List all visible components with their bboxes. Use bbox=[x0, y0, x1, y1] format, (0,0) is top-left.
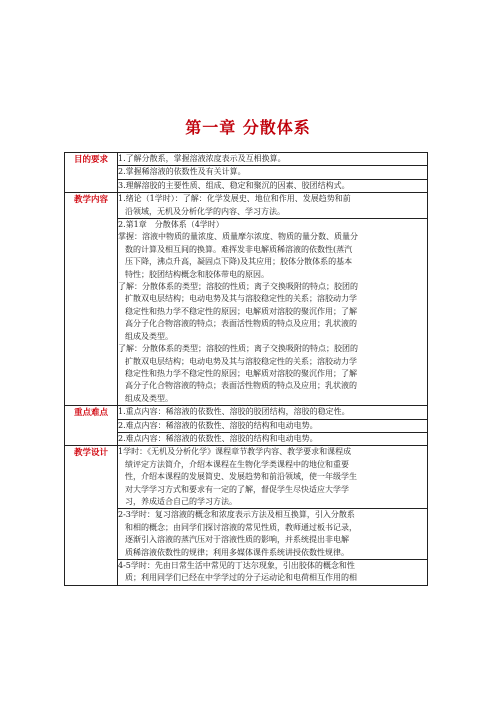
syllabus-table bbox=[64, 152, 428, 586]
content-line: 3.理解溶胶的主要性质、组成、稳定和聚沉的因素、胶团结构式。 bbox=[118, 180, 350, 190]
content-line: 了解：分散体系的类型；溶胶的性质；离子交换吸附的特点；胶团的 bbox=[118, 344, 358, 354]
row-content-key-points bbox=[118, 406, 428, 446]
content-line: 稳定性和热力学不稳定性的原因；电解质对溶胶的聚沉作用；了解 bbox=[125, 306, 357, 316]
content-line: 2.掌握稀溶液的依数性及有关计算。 bbox=[118, 167, 246, 177]
content-line: 压下降，沸点升高，凝固点下降)及其应用；胶体分散体系的基本 bbox=[125, 257, 353, 267]
content-line: 扩散双电层结构；电动电势及其与溶胶稳定性的关系；溶胶动力学 bbox=[125, 356, 357, 366]
row-content-objectives bbox=[118, 153, 428, 193]
row-label-objectives: 目的要求 bbox=[65, 153, 118, 193]
content-line: 和相的概念；由同学们探讨溶液的常见性质，教师通过板书记录， bbox=[125, 522, 357, 532]
table-row-key-points bbox=[65, 406, 428, 446]
content-line: 质；利用同学们已经在中学学过的分子运动论和电荷相互作用的相 bbox=[125, 573, 357, 583]
content-line: 高分子化合物溶液的特点；表面活性物质的特点及应用；乳状液的 bbox=[125, 319, 357, 329]
row-label-key-points: 重点难点 bbox=[65, 406, 118, 446]
content-line: 2.第1章 分散体系（4学时） bbox=[118, 220, 224, 230]
content-line: 稳定性和热力学不稳定性的原因；电解质对溶胶的聚沉作用；了解 bbox=[125, 368, 357, 378]
content-line: 4-5学时：先由日常生活中常见的丁达尔现象，引出胶体的概念和性 bbox=[118, 561, 355, 570]
content-line: 质稀溶液依数性的规律；利用多媒体课件系统讲授依数性规律。 bbox=[125, 547, 349, 557]
content-line: 特性；胶团结构概念和胶体带电的原因。 bbox=[125, 269, 269, 279]
content-line: 沿领域，无机及分析化学的内容、学习方法。 bbox=[125, 206, 285, 216]
content-line: 组成及类型。 bbox=[125, 331, 173, 341]
content-line: 1.了解分散系，掌握溶液浓度表示及互相换算。 bbox=[118, 154, 286, 163]
content-line: 1.绪论（1学时）：了解：化学发展史、地位和作用、发展趋势和前 bbox=[118, 194, 351, 204]
content-line: 掌握：溶液中物质的量浓度、质量摩尔浓度、物质的量分数、质量分 bbox=[118, 232, 358, 242]
row-label-content: 教学内容 bbox=[65, 193, 118, 406]
content-line: 习，养成适合自己的学习方法。 bbox=[125, 496, 237, 506]
content-line: 2.难点内容：稀溶液的依数性、溶胶的结构和电动电势。 bbox=[118, 420, 318, 430]
content-line: 性，介绍本课程的发展简史、发展趋势和前沿领域，使一年级学生 bbox=[125, 472, 357, 482]
page-title: 第一章 分散体系 bbox=[185, 118, 311, 137]
content-line: 高分子化合物溶液的特点；表面活性物质的特点及应用；乳状液的 bbox=[125, 381, 357, 391]
content-line: 2.难点内容：稀溶液的依数性、溶胶的结构和电动电势。 bbox=[118, 433, 318, 443]
table-row-design bbox=[65, 446, 428, 585]
content-line: 组成及类型。 bbox=[125, 393, 173, 403]
row-content-design bbox=[118, 446, 428, 585]
content-line: 2-3学时：复习溶液的概念和浓度表示方法及相互换算，引入分散系 bbox=[118, 510, 355, 520]
content-line: 绩评定方法简介，介绍本课程在生物化学类课程中的地位和重要 bbox=[125, 459, 349, 469]
content-line: 了解：分散体系的类型；溶胶的性质；离子交换吸附的特点；胶团的 bbox=[118, 282, 358, 292]
row-label-design: 教学设计 bbox=[65, 446, 118, 585]
content-line: 1学时：《无机及分析化学》课程章节教学内容、教学要求和课程成 bbox=[118, 447, 352, 457]
content-line: 对大学学习方式和要求有一定的了解，督促学生尽快适应大学学 bbox=[125, 484, 349, 494]
row-content-teaching bbox=[118, 193, 428, 406]
content-line: 逐渐引入溶液的蒸汽压对于溶液性质的影响，并系统提出非电解 bbox=[125, 535, 349, 545]
content-line: 1.重点内容：稀溶液的依数性、溶胶的胶团结构，溶胶的稳定性。 bbox=[118, 407, 350, 417]
content-line: 数的计算及相互间的换算。难挥发非电解质稀溶液的依数性(蒸汽 bbox=[125, 244, 353, 254]
table-row-objectives bbox=[65, 153, 428, 193]
content-line: 扩散双电层结构；电动电势及其与溶胶稳定性的关系；溶胶动力学 bbox=[125, 294, 357, 304]
table-row-content bbox=[65, 193, 428, 406]
